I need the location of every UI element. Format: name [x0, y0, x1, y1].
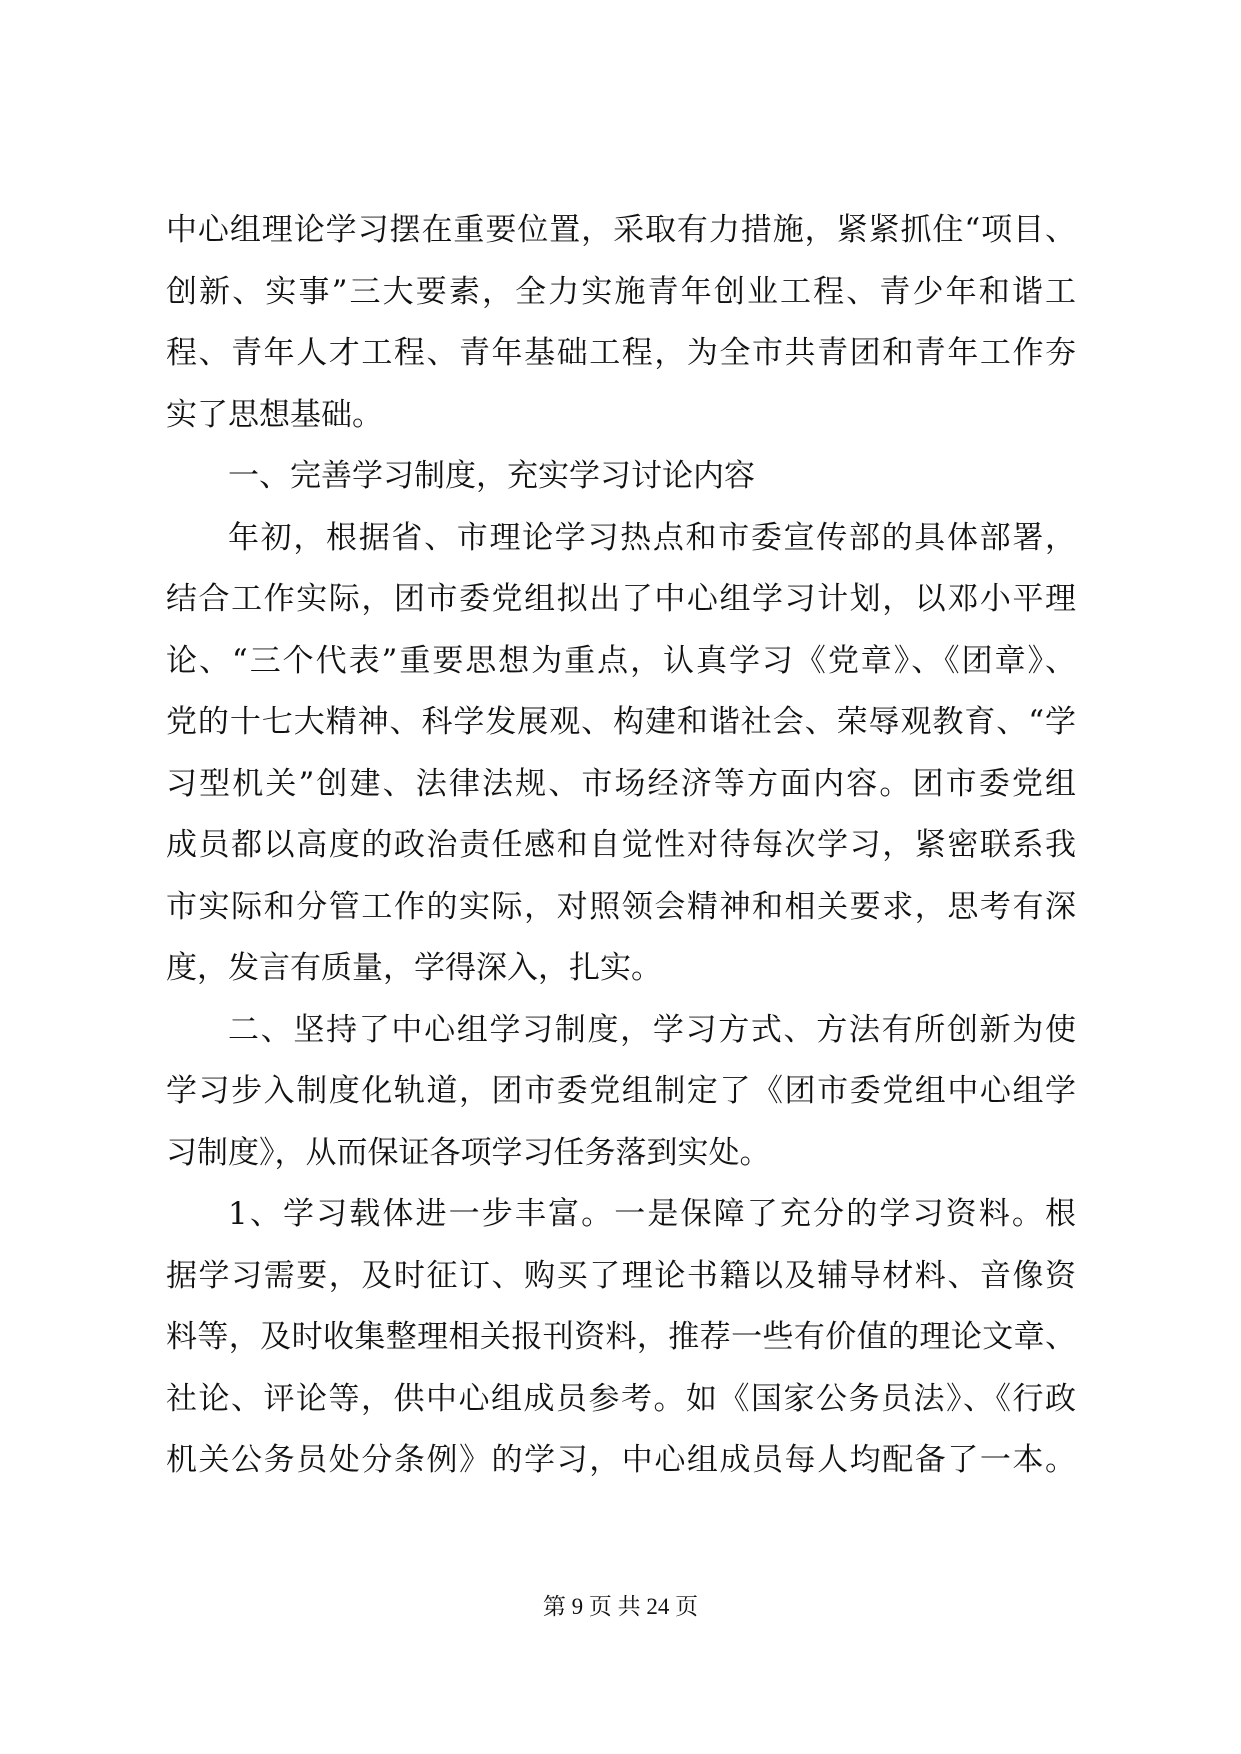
paragraph-line: 社论、评论等，供中心组成员参考。如《国家公务员法》、《行政 — [166, 1380, 1076, 1417]
paragraph-line: 创新、实事”三大要素，全力实施青年创业工程、青少年和谐工 — [166, 273, 1076, 310]
paragraph-line: 机关公务员处分条例》的学习，中心组成员每人均配备了一本。 — [166, 1442, 1076, 1478]
paragraph-line: 程、青年人才工程、青年基础工程，为全市共青团和青年工作夯 — [166, 335, 1076, 371]
page-footer: 第 9 页 共 24 页 — [542, 1594, 699, 1619]
paragraph-line: 市实际和分管工作的实际，对照领会精神和相关要求，思考有深 — [166, 888, 1076, 925]
paragraph-line: 习型机关”创建、法律法规、市场经济等方面内容。团市委党组 — [166, 765, 1076, 802]
paragraph-line: 习制度》，从而保证各项学习任务落到实处。 — [166, 1134, 771, 1171]
paragraph-line: 实了思想基础。 — [166, 396, 383, 433]
paragraph-line: 据学习需要，及时征订、购买了理论书籍以及辅导材料、音像资 — [166, 1257, 1076, 1294]
section-heading: 二、坚持了中心组学习制度，学习方式、方法有所创新为使 — [228, 1011, 1076, 1048]
paragraph-line: 1、学习载体进一步丰富。一是保障了充分的学习资料。根 — [228, 1196, 1076, 1232]
paragraph-line: 论、“三个代表”重要思想为重点，认真学习《党章》、《团章》、 — [166, 642, 1076, 679]
paragraph-line: 学习步入制度化轨道，团市委党组制定了《团市委党组中心组学 — [166, 1073, 1076, 1109]
section-heading: 一、完善学习制度，充实学习讨论内容 — [228, 458, 755, 494]
paragraph-line: 度，发言有质量，学得深入，扎实。 — [166, 950, 662, 986]
document-body — [166, 200, 1076, 1492]
paragraph-line: 中心组理论学习摆在重要位置，采取有力措施，紧紧抓住“项目、 — [166, 212, 1076, 248]
paragraph-line: 年初，根据省、市理论学习热点和市委宣传部的具体部署， — [228, 519, 1076, 556]
paragraph-line: 结合工作实际，团市委党组拟出了中心组学习计划，以邓小平理 — [166, 581, 1076, 617]
paragraph-line: 料等，及时收集整理相关报刊资料，推荐一些有价值的理论文章、 — [166, 1319, 1076, 1355]
paragraph-line: 成员都以高度的政治责任感和自觉性对待每次学习，紧密联系我 — [166, 827, 1076, 863]
paragraph-line: 党的十七大精神、科学发展观、构建和谐社会、荣辱观教育、“学 — [166, 704, 1076, 740]
